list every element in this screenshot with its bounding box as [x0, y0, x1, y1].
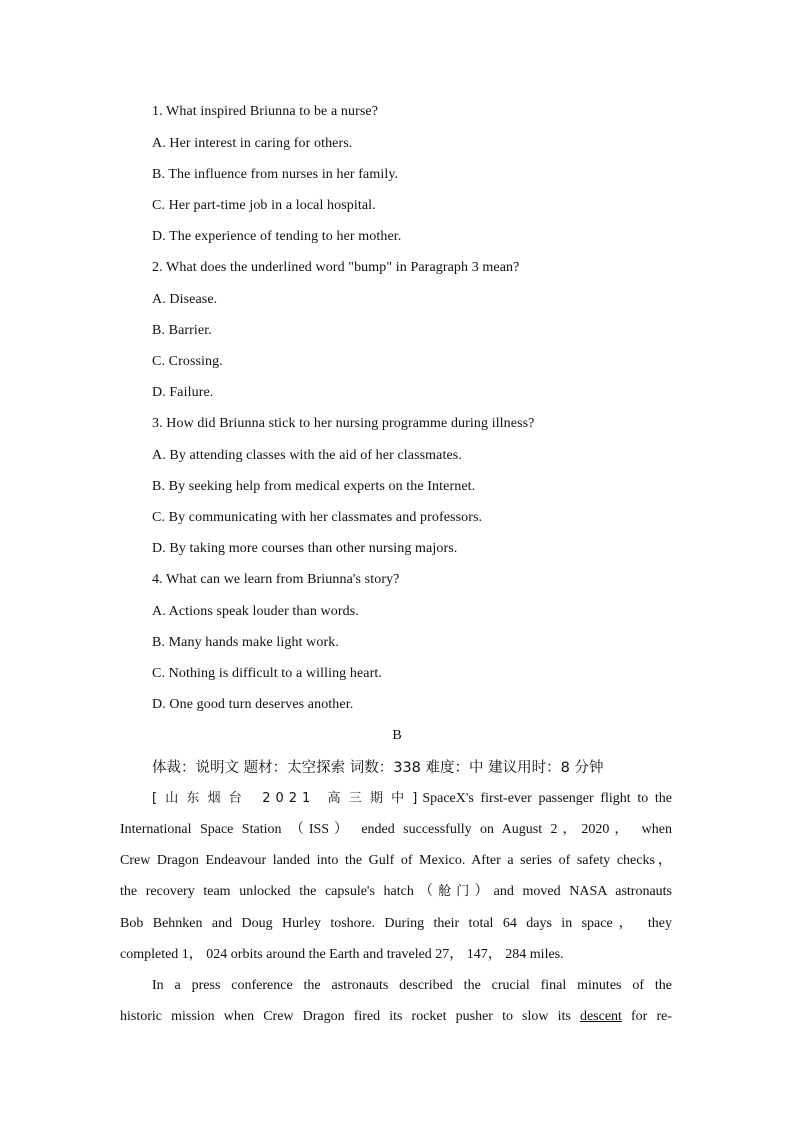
section-letter: B — [392, 728, 402, 743]
passage-p2-line-2-b: for re- — [621, 1009, 672, 1024]
underlined-word-descent: descent — [579, 1009, 622, 1024]
question-4-option-b: B. Many hands make light work. — [152, 635, 339, 650]
question-4-option-a: A. Actions speak louder than words. — [152, 604, 359, 619]
question-4-option-c: C. Nothing is difficult to a willing heart. — [152, 666, 382, 681]
passage-p1-line-6: completed 1， 024 orbits around the Earth and traveled 27， 147， 284 miles. — [120, 947, 564, 962]
passage-p1-line-4-b: ）and moved NASA astronauts — [474, 884, 672, 899]
question-3-stem: 3. How did Briunna stick to her nursing programme during illness? — [152, 416, 535, 431]
question-3-option-a: A. By attending classes with the aid of her classmates. — [152, 448, 462, 463]
passage-p1-line-2: International Space Station （ISS） ended successfully on August 2，2020， when — [120, 822, 672, 837]
question-1-option-d: D. The experience of tending to her mother. — [152, 229, 402, 244]
question-3-option-b: B. By seeking help from medical experts on the Internet. — [152, 479, 476, 494]
question-2-option-a: A. Disease. — [152, 292, 218, 307]
question-2-option-d: D. Failure. — [152, 385, 214, 400]
question-2-stem: 2. What does the underlined word "bump" in Paragraph 3 mean? — [152, 260, 520, 275]
passage-p1-line-4-a: the recovery team unlocked the capsule's hatch（ — [120, 884, 439, 899]
passage-hatch-gloss: 舱门 — [438, 884, 475, 899]
passage-source: [山东烟台 2021 高三期中] — [152, 791, 423, 806]
question-1-option-b: B. The influence from nurses in her family. — [152, 167, 399, 182]
question-2-option-c: C. Crossing. — [152, 354, 223, 369]
passage-meta: 体裁：说明文 题材：太空探索 词数：338 难度：中 建议用时：8 分钟 — [152, 760, 604, 776]
passage-p1-line-5: Bob Behnken and Doug Hurley toshore. During their total 64 days in space， they — [120, 916, 672, 931]
passage-p2-line-1: In a press conference the astronauts described the crucial final minutes of the — [152, 978, 672, 993]
question-4-option-d: D. One good turn deserves another. — [152, 697, 354, 712]
passage-p1-line-1-text: SpaceX's first-ever passenger flight to the — [422, 791, 672, 806]
passage-p2-line-2 — [120, 1008, 672, 1026]
question-2-option-b: B. Barrier. — [152, 323, 212, 338]
passage-p1-line-3: Crew Dragon Endeavour landed into the Gulf of Mexico. After a series of safety checks， — [120, 853, 672, 868]
question-1-option-c: C. Her part-time job in a local hospital. — [152, 198, 376, 213]
question-3-option-c: C. By communicating with her classmates and professors. — [152, 510, 483, 525]
question-4-stem: 4. What can we learn from Briunna's story? — [152, 572, 400, 587]
passage-p2-line-2-a: historic mission when Crew Dragon fired its rocket pusher to slow its — [120, 1009, 580, 1024]
passage-p1-line-4 — [120, 883, 672, 901]
passage-p1-line-1 — [152, 790, 672, 808]
question-1-option-a: A. Her interest in caring for others. — [152, 136, 353, 151]
question-1-stem: 1. What inspired Briunna to be a nurse? — [152, 104, 379, 119]
question-3-option-d: D. By taking more courses than other nursing majors. — [152, 541, 458, 556]
